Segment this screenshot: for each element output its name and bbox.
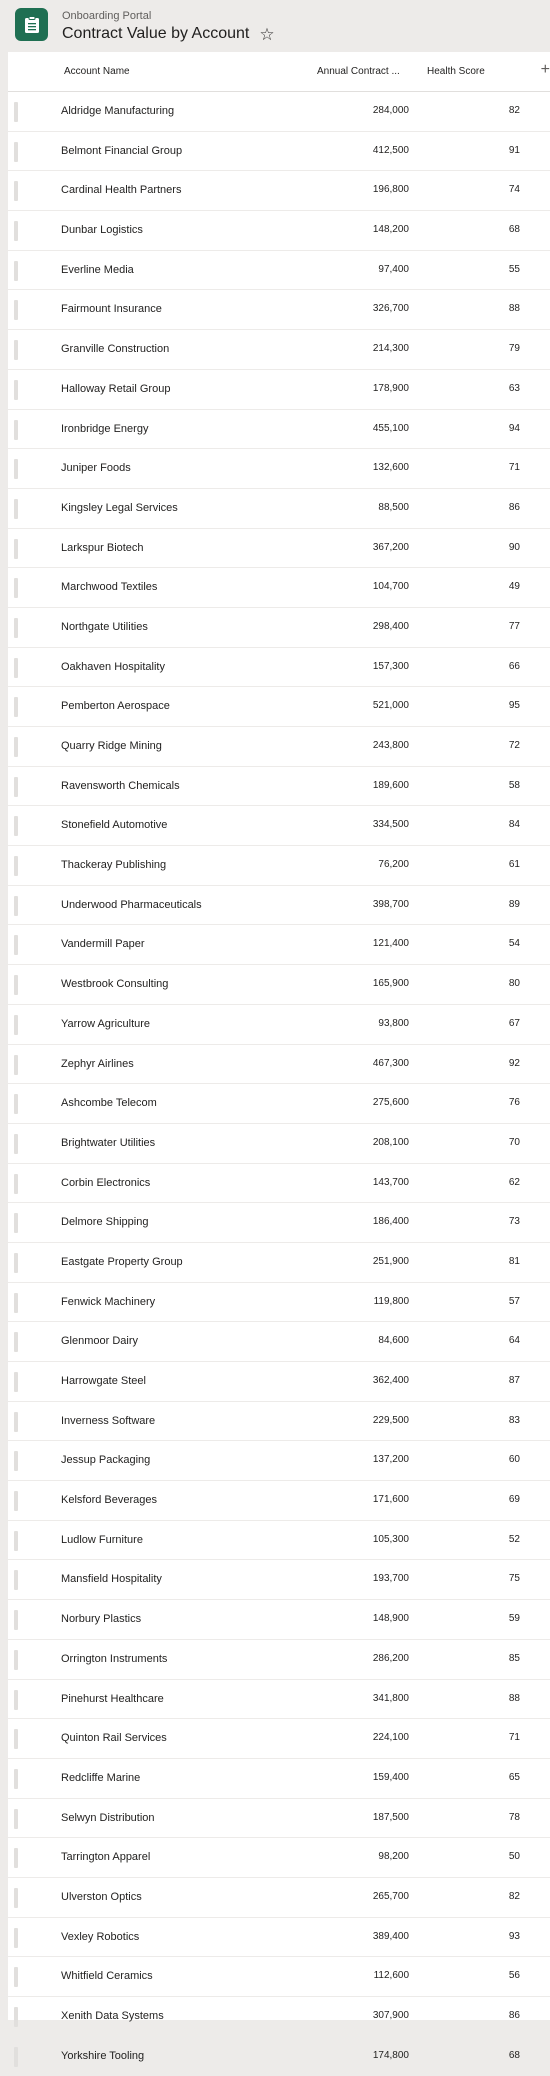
health-score-cell: 49: [508, 581, 520, 593]
health-score-cell: 92: [508, 1057, 520, 1069]
row-select-handle[interactable]: [14, 618, 18, 638]
account-name-cell: Selwyn Distribution: [61, 1811, 155, 1824]
health-score-cell: 90: [508, 541, 520, 553]
account-name-cell: Mansfield Hospitality: [61, 1573, 162, 1586]
annual-contract-cell: 132,600: [372, 462, 409, 474]
health-score-cell: 71: [508, 462, 520, 474]
account-name-cell: Thackeray Publishing: [61, 859, 167, 872]
health-score-cell: 55: [508, 263, 520, 275]
row-select-handle[interactable]: [14, 261, 18, 281]
table-row[interactable]: [8, 1441, 550, 1481]
row-select-handle[interactable]: [14, 856, 18, 876]
row-select-handle[interactable]: [14, 2007, 18, 2027]
row-select-handle[interactable]: [14, 697, 18, 717]
table-row[interactable]: [8, 251, 550, 291]
annual-contract-cell: 214,300: [372, 343, 409, 355]
health-score-cell: 82: [508, 105, 520, 116]
annual-contract-cell: 243,800: [372, 740, 409, 751]
annual-contract-cell: 112,600: [373, 1970, 409, 1982]
account-name-cell: Vandermill Paper: [61, 938, 145, 951]
health-score-cell: 64: [508, 1335, 520, 1347]
annual-contract-cell: 84,600: [378, 1335, 409, 1347]
row-select-handle[interactable]: [14, 1451, 18, 1471]
account-name-cell: Cardinal Health Partners: [61, 184, 182, 197]
health-score-cell: 71: [508, 1732, 520, 1744]
annual-contract-cell: 186,400: [372, 1216, 409, 1228]
table-row[interactable]: [8, 330, 550, 370]
account-name-cell: Underwood Pharmaceuticals: [61, 898, 202, 911]
annual-contract-cell: 171,600: [372, 1494, 409, 1506]
table-row[interactable]: [8, 449, 550, 489]
account-name-cell: Orrington Instruments: [61, 1652, 168, 1665]
row-select-handle[interactable]: [14, 1769, 18, 1789]
account-name-cell: Xenith Data Systems: [61, 2010, 164, 2022]
health-score-cell: 65: [508, 1771, 520, 1783]
account-name-cell: Inverness Software: [61, 1414, 156, 1427]
account-name-cell: Tarrington Apparel: [61, 1851, 151, 1864]
account-name-cell: Harrowgate Steel: [61, 1375, 146, 1387]
document-list-icon[interactable]: [15, 8, 48, 41]
annual-contract-cell: 362,400: [372, 1375, 409, 1386]
annual-contract-cell: 157,300: [372, 660, 409, 672]
table-row[interactable]: [8, 1283, 550, 1323]
row-select-handle[interactable]: [14, 1610, 18, 1630]
annual-contract-cell: 97,400: [378, 263, 409, 275]
annual-contract-cell: 159,400: [372, 1771, 409, 1783]
health-score-cell: 66: [508, 660, 520, 672]
table-row[interactable]: [8, 1402, 550, 1442]
page-title: [62, 25, 275, 43]
account-name-cell: Aldridge Manufacturing: [61, 105, 175, 117]
health-score-cell: 60: [508, 1454, 520, 1466]
row-select-handle[interactable]: [14, 1332, 18, 1352]
column-header-account-name[interactable]: Account Name: [64, 66, 130, 77]
account-name-cell: Ravensworth Chemicals: [61, 779, 180, 792]
account-name-cell: Everline Media: [61, 263, 134, 276]
annual-contract-cell: 275,600: [372, 1097, 409, 1109]
annual-contract-cell: 88,500: [378, 501, 409, 513]
annual-contract-cell: 76,200: [378, 859, 409, 871]
account-name-cell: Redcliffe Marine: [61, 1771, 141, 1784]
table-row[interactable]: [8, 1481, 550, 1521]
row-select-handle[interactable]: [14, 1015, 18, 1035]
row-select-handle[interactable]: [14, 1491, 18, 1511]
annual-contract-cell: 224,100: [372, 1732, 409, 1744]
health-score-cell: 88: [508, 1692, 520, 1704]
favorite-star-icon[interactable]: ☆: [259, 24, 275, 44]
health-score-cell: 50: [508, 1851, 520, 1863]
annual-contract-cell: 251,900: [372, 1255, 409, 1267]
health-score-cell: 61: [508, 859, 520, 871]
table-row[interactable]: [8, 1640, 550, 1680]
account-name-cell: Whitfield Ceramics: [61, 1970, 153, 1983]
account-name-cell: Corbin Electronics: [61, 1176, 151, 1189]
table-row[interactable]: [8, 925, 550, 965]
row-select-handle[interactable]: [14, 1570, 18, 1590]
table-row[interactable]: [8, 1243, 550, 1283]
annual-contract-cell: 137,200: [372, 1454, 409, 1466]
health-score-cell: 83: [508, 1414, 520, 1426]
table-row[interactable]: [8, 1799, 550, 1839]
annual-contract-cell: 187,500: [372, 1811, 409, 1823]
account-name-cell: Fairmount Insurance: [61, 303, 162, 316]
table-row[interactable]: [8, 1680, 550, 1720]
row-select-handle[interactable]: [14, 1134, 18, 1154]
annual-contract-cell: 284,000: [372, 105, 409, 116]
table-row[interactable]: [8, 1759, 550, 1799]
health-score-cell: 86: [508, 2010, 520, 2021]
row-select-handle[interactable]: [14, 1213, 18, 1233]
table-row[interactable]: [8, 846, 550, 886]
table-row[interactable]: [8, 1124, 550, 1164]
annual-contract-cell: 189,600: [372, 779, 409, 791]
annual-contract-cell: 178,900: [372, 382, 409, 394]
account-name-cell: Kingsley Legal Services: [61, 501, 178, 514]
grid-header: [8, 52, 550, 92]
annual-contract-cell: 521,000: [372, 700, 409, 712]
annual-contract-cell: 148,900: [372, 1613, 409, 1625]
table-row[interactable]: [8, 1560, 550, 1600]
row-select-handle[interactable]: [14, 1094, 18, 1114]
row-select-handle[interactable]: [14, 1928, 18, 1948]
account-name-cell: Halloway Retail Group: [61, 382, 171, 395]
annual-contract-cell: 398,700: [372, 898, 409, 910]
health-score-cell: 84: [508, 819, 520, 831]
annual-contract-cell: 367,200: [372, 541, 409, 553]
page-title-text: Contract Value by Account: [62, 25, 250, 42]
row-select-handle[interactable]: [14, 1055, 18, 1075]
annual-contract-cell: 389,400: [372, 1930, 409, 1942]
health-score-cell: 81: [508, 1255, 520, 1267]
account-name-cell: Pemberton Aerospace: [61, 700, 170, 713]
annual-contract-cell: 265,700: [372, 1890, 409, 1902]
annual-contract-cell: 119,800: [373, 1295, 409, 1307]
health-score-cell: 52: [508, 1533, 520, 1545]
table-row[interactable]: [8, 727, 550, 767]
account-name-cell: Quarry Ridge Mining: [61, 740, 162, 752]
health-score-cell: 73: [508, 1216, 520, 1228]
table-row[interactable]: [8, 806, 550, 846]
account-name-cell: Yarrow Agriculture: [61, 1017, 151, 1030]
row-select-handle[interactable]: [14, 1412, 18, 1432]
health-score-cell: 67: [508, 1017, 520, 1029]
health-score-cell: 63: [508, 382, 520, 394]
table-row[interactable]: [8, 965, 550, 1005]
account-name-cell: Marchwood Textiles: [61, 581, 158, 594]
row-select-handle[interactable]: [14, 1253, 18, 1273]
account-name-cell: Fenwick Machinery: [61, 1295, 156, 1308]
row-select-handle[interactable]: [14, 1372, 18, 1392]
table-row[interactable]: [8, 1878, 550, 1918]
account-name-cell: Glenmoor Dairy: [61, 1335, 139, 1348]
row-select-handle[interactable]: [14, 142, 18, 162]
health-score-cell: 85: [508, 1652, 520, 1664]
table-row[interactable]: [8, 648, 550, 688]
table-row[interactable]: [8, 211, 550, 251]
row-select-handle[interactable]: [14, 1888, 18, 1908]
health-score-cell: 93: [508, 1930, 520, 1942]
grid-body: [8, 92, 550, 2076]
account-name-cell: Ulverston Optics: [61, 1890, 142, 1903]
table-row[interactable]: [8, 290, 550, 330]
row-select-handle[interactable]: [14, 1690, 18, 1710]
table-row[interactable]: [8, 1521, 550, 1561]
table-row[interactable]: [8, 687, 550, 727]
row-select-handle[interactable]: [14, 1729, 18, 1749]
app-subtitle: Onboarding Portal: [62, 10, 152, 22]
row-select-handle[interactable]: [14, 181, 18, 201]
account-name-cell: Eastgate Property Group: [61, 1255, 183, 1268]
annual-contract-cell: 93,800: [378, 1017, 409, 1029]
table-row[interactable]: [8, 489, 550, 529]
account-name-cell: Northgate Utilities: [61, 620, 148, 633]
annual-contract-cell: 341,800: [372, 1692, 409, 1704]
row-select-handle[interactable]: [14, 975, 18, 995]
row-select-handle[interactable]: [14, 1650, 18, 1670]
account-name-cell: Dunbar Logistics: [61, 224, 143, 237]
account-name-cell: Ludlow Furniture: [61, 1533, 143, 1546]
account-name-cell: Norbury Plastics: [61, 1613, 142, 1626]
health-score-cell: 56: [508, 1970, 520, 1982]
account-name-cell: Ashcombe Telecom: [61, 1097, 157, 1110]
accounts-grid: [8, 52, 550, 2062]
health-score-cell: 69: [508, 1494, 520, 1506]
row-select-handle[interactable]: [14, 935, 18, 955]
account-name-cell: Yorkshire Tooling: [61, 2049, 145, 2062]
account-name-cell: Delmore Shipping: [61, 1216, 149, 1229]
annual-contract-cell: 121,400: [372, 938, 409, 950]
health-score-cell: 88: [508, 303, 520, 315]
row-select-handle[interactable]: [14, 658, 18, 678]
row-select-handle[interactable]: [14, 578, 18, 598]
health-score-cell: 80: [508, 978, 520, 990]
health-score-cell: 59: [508, 1613, 520, 1625]
annual-contract-cell: 208,100: [372, 1136, 409, 1148]
table-row[interactable]: [8, 1203, 550, 1243]
account-name-cell: Jessup Packaging: [61, 1454, 151, 1467]
table-row[interactable]: [8, 1997, 550, 2037]
add-column-icon[interactable]: +: [540, 61, 550, 78]
row-select-handle[interactable]: [14, 499, 18, 519]
table-row[interactable]: [8, 92, 550, 132]
table-row[interactable]: [8, 1322, 550, 1362]
table-row[interactable]: [8, 1164, 550, 1204]
annual-contract-cell: 193,700: [372, 1573, 409, 1585]
health-score-cell: 74: [508, 184, 520, 196]
column-header-health-score[interactable]: Health Score: [427, 66, 485, 77]
health-score-cell: 86: [508, 501, 520, 513]
annual-contract-cell: 98,200: [378, 1851, 409, 1863]
account-name-cell: Pinehurst Healthcare: [61, 1692, 164, 1705]
health-score-cell: 72: [508, 740, 520, 751]
table-row[interactable]: [8, 1719, 550, 1759]
account-name-cell: Kelsford Beverages: [61, 1494, 157, 1507]
table-row[interactable]: [8, 410, 550, 450]
row-select-handle[interactable]: [14, 737, 18, 757]
row-select-handle[interactable]: [14, 1848, 18, 1868]
table-row[interactable]: [8, 1918, 550, 1958]
account-name-cell: Belmont Financial Group: [61, 144, 183, 157]
annual-contract-cell: 104,700: [372, 581, 409, 593]
health-score-cell: 82: [508, 1890, 520, 1902]
health-score-cell: 57: [508, 1295, 520, 1307]
account-name-cell: Granville Construction: [61, 343, 170, 356]
row-select-handle[interactable]: [14, 777, 18, 797]
health-score-cell: 94: [508, 422, 520, 434]
table-row[interactable]: [8, 1005, 550, 1045]
health-score-cell: 62: [508, 1176, 520, 1188]
table-row[interactable]: [8, 1045, 550, 1085]
annual-contract-cell: 307,900: [372, 2010, 409, 2021]
table-row[interactable]: [8, 1084, 550, 1124]
row-select-handle[interactable]: [14, 2047, 18, 2067]
annual-contract-cell: 455,100: [372, 422, 409, 434]
account-name-cell: Larkspur Biotech: [61, 541, 144, 554]
row-select-handle[interactable]: [14, 1531, 18, 1551]
row-select-handle[interactable]: [14, 539, 18, 559]
health-score-cell: 79: [508, 343, 520, 355]
row-select-handle[interactable]: [14, 896, 18, 916]
health-score-cell: 54: [508, 938, 520, 950]
row-select-handle[interactable]: [14, 1293, 18, 1313]
health-score-cell: 75: [508, 1573, 520, 1585]
annual-contract-cell: 196,800: [372, 184, 409, 196]
table-row[interactable]: [8, 1838, 550, 1878]
row-select-handle[interactable]: [14, 459, 18, 479]
table-row[interactable]: [8, 1362, 550, 1402]
app-header: [0, 0, 550, 52]
row-select-handle[interactable]: [14, 816, 18, 836]
annual-contract-cell: 174,800: [372, 2049, 409, 2061]
table-row[interactable]: [8, 608, 550, 648]
annual-contract-cell: 326,700: [372, 303, 409, 315]
health-score-cell: 77: [508, 620, 520, 632]
table-row[interactable]: [8, 132, 550, 172]
health-score-cell: 78: [508, 1811, 520, 1823]
table-row[interactable]: [8, 1600, 550, 1640]
annual-contract-cell: 412,500: [372, 144, 409, 156]
health-score-cell: 89: [508, 898, 520, 910]
row-select-handle[interactable]: [14, 420, 18, 440]
health-score-cell: 58: [508, 779, 520, 791]
annual-contract-cell: 286,200: [372, 1652, 409, 1664]
table-row[interactable]: [8, 767, 550, 807]
table-row[interactable]: [8, 1957, 550, 1997]
annual-contract-cell: 298,400: [372, 620, 409, 632]
table-row[interactable]: [8, 2037, 550, 2076]
row-select-handle[interactable]: [14, 380, 18, 400]
row-select-handle[interactable]: [14, 1174, 18, 1194]
account-name-cell: Brightwater Utilities: [61, 1136, 156, 1149]
table-row[interactable]: [8, 171, 550, 211]
table-row[interactable]: [8, 886, 550, 926]
row-select-handle[interactable]: [14, 221, 18, 241]
row-select-handle[interactable]: [14, 102, 18, 122]
health-score-cell: 68: [508, 2049, 520, 2061]
account-name-cell: Quinton Rail Services: [61, 1732, 167, 1745]
annual-contract-cell: 105,300: [372, 1533, 409, 1545]
account-name-cell: Westbrook Consulting: [61, 978, 169, 991]
account-name-cell: Vexley Robotics: [61, 1930, 140, 1943]
account-name-cell: Stonefield Automotive: [61, 819, 168, 832]
health-score-cell: 76: [508, 1097, 520, 1109]
health-score-cell: 87: [508, 1375, 520, 1386]
account-name-cell: Oakhaven Hospitality: [61, 660, 165, 673]
account-name-cell: Zephyr Airlines: [61, 1057, 134, 1070]
row-select-handle[interactable]: [14, 1809, 18, 1829]
column-header-annual-contract[interactable]: Annual Contract ...: [317, 66, 400, 77]
health-score-cell: 91: [508, 144, 520, 156]
annual-contract-cell: 165,900: [372, 978, 409, 990]
health-score-cell: 68: [508, 224, 520, 236]
row-select-handle[interactable]: [14, 300, 18, 320]
annual-contract-cell: 143,700: [372, 1176, 409, 1188]
health-score-cell: 70: [508, 1136, 520, 1148]
table-row[interactable]: [8, 370, 550, 410]
annual-contract-cell: 229,500: [372, 1414, 409, 1426]
account-name-cell: Ironbridge Energy: [61, 422, 149, 435]
row-select-handle[interactable]: [14, 1967, 18, 1987]
table-row[interactable]: [8, 529, 550, 569]
health-score-cell: 95: [508, 700, 520, 712]
annual-contract-cell: 334,500: [372, 819, 409, 831]
account-name-cell: Juniper Foods: [61, 462, 131, 475]
annual-contract-cell: 148,200: [372, 224, 409, 236]
annual-contract-cell: 467,300: [372, 1057, 409, 1069]
row-select-handle[interactable]: [14, 340, 18, 360]
table-row[interactable]: [8, 568, 550, 608]
